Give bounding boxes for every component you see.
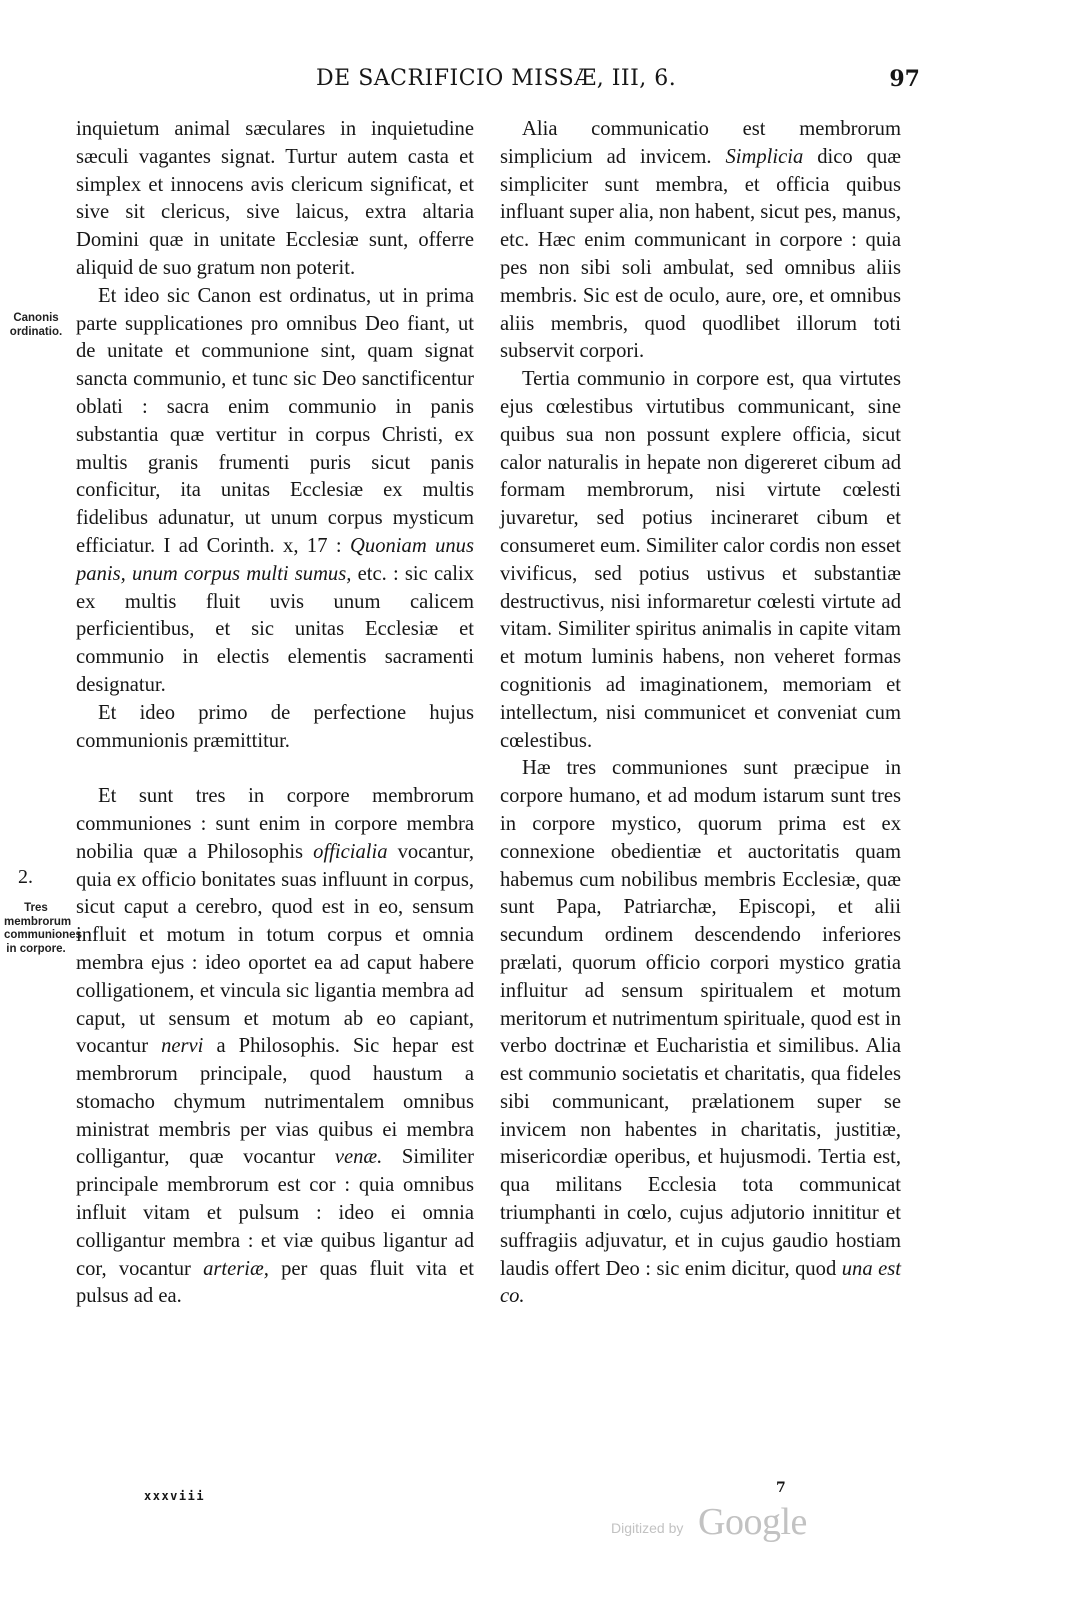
- italic-term: arteriæ,: [203, 1257, 269, 1280]
- watermark-prefix: Digitized by: [611, 1520, 684, 1536]
- text-run: Similiter principale membrorum est cor : quia omnibus influit vitam et pulsum : ideo ei omnia colligantur membra : et viæ quibus ligantur ad cor, vocantur: [76, 1146, 474, 1280]
- digitization-watermark: [611, 1500, 841, 1548]
- paragraph: [500, 116, 901, 366]
- margin-note-tres-communiones: Tres membrorum communiones in corpore.: [4, 902, 82, 955]
- section-number: 2.: [18, 866, 33, 888]
- right-column: [500, 116, 901, 1311]
- italic-quote: Quoniam unus panis, unum corpus multi sumus,: [76, 534, 474, 585]
- gathering-mark: 7: [776, 1480, 786, 1496]
- text-run: per quas fluit vita et pulsus ad ea.: [76, 1257, 474, 1308]
- text-run: Et sunt tres in corpore membrorum communiones : sunt enim in corpore membra nobilia quæ a Philosophis: [76, 785, 474, 863]
- italic-term: officialia: [313, 840, 388, 863]
- page-number: 97: [889, 66, 920, 92]
- printer-signature: xxxviii: [144, 1489, 206, 1503]
- page-header: [0, 66, 1066, 100]
- text-run: dico quæ simpliciter sunt membra, et officia quibus influant super alia, non habent, sicut pes, manus, etc. Hæc enim communicant in corpore : quia pes non sibi soli ambulat, sed omnibus aliis membris. Sic est de oculo, aure, ore, et omnibus aliis membris, quod quodlibet illorum toti subservit corpori.: [500, 145, 901, 363]
- text-run: etc. : sic calix ex multis fluit uvis unum calicem perficientibus, et sic unitas Ecclesiæ et communio in electis elementis sacramenti designatur.: [76, 562, 474, 696]
- italic-term: una est co.: [500, 1257, 901, 1308]
- paragraph-communiones: [76, 783, 474, 1311]
- paragraph: inquietum animal sæculares in inquietudine sæculi vagantes signat. Turtur autem casta et simplex et innocens avis clericum significat, et sive sit clericus, sive laicus, extra altaria Domini quæ in unitate Ecclesiæ sunt, offerre aliquid de suo gratum non poterit.: [76, 118, 474, 279]
- text-run: Hæ tres communiones sunt præcipue in corpore humano, et ad modum istarum sunt tres in corpore mystico, quorum prima est ex connexione obedientiæ et auctoritatis quam habemus cum nobilibus membris Ecclesiæ, quæ sunt Papa, Patriarchæ, Episcopi, et alii secundum ordinem descendendo inferiores prælati, quorum officio corpori mystico gratia influitur ad sensum spiritualem et motum meritorum et nutrimentum spirituale, quod est in verbo doctrinæ et Eucharistia et similibus. Alia est communio societatis et charitatis, qua fideles sibi communicant, prælationem super se invicem non habentes in charitatis, justitiæ, misericordiæ operibus, et hujusmodi. Tertia est, qua militans Ecclesia tota communicat triumphanti in cœlo, cujus adjutorio innititur et suffragiis adjuvatur, et in cujus gaudio hostiam laudis offert Deo : sic enim dicitur, quod: [500, 757, 901, 1280]
- italic-term: Simplicia: [725, 145, 804, 168]
- margin-note-canonis: Canonis ordinatio.: [9, 312, 63, 338]
- paragraph-canon: [76, 283, 474, 700]
- text-run: a Philosophis. Sic hepar est membrorum principale, quod haustum a stomacho chymum nutrimentalem omnibus ministrat membris per vias quibus ei membra colligantur, quæ vocantur: [76, 1035, 474, 1169]
- text-run: Alia communicatio est membrorum simplicium ad invicem.: [500, 118, 901, 168]
- left-column: [76, 116, 474, 1311]
- italic-term: nervi: [161, 1035, 204, 1058]
- italic-term: venæ.: [334, 1146, 383, 1169]
- running-title: DE SACRIFICIO MISSÆ, III, 6.: [316, 66, 677, 91]
- paragraph: Et ideo primo de perfectione hujus communionis præmittitur.: [76, 701, 474, 752]
- paragraph: [500, 755, 901, 1311]
- paragraph: Tertia communio in corpore est, qua virtutes ejus cœlestibus virtutibus communicant, sine quibus sua non possunt explere officia, sicut calor naturalis in hepate non digereret cibum ad formam membrorum, nisi virtute cœlesti juvaretur, sed potius incineraret cibum et consumeret eum. Similiter calor cordis non esset vivificus, sed potius ustivus et substantiæ destructivus, nisi informaretur cœlesti virtute ad vitam. Similiter spiritus animalis in capite vitam et motum luminis habens, non veheret formas cognitionis ad imaginationem, memoriam et intellectum, nisi communicet et conveniat cum cœlestibus.: [500, 368, 901, 752]
- text-run: Et ideo sic Canon est ordinatus, ut in prima parte supplicationes pro omnibus Deo fiant, ut de unitate et communione sint, quam signat sancta communio, et tunc sic Deo sanctificentur oblati : sacra enim communio in panis substantia quæ vertitur in corpus Christi, ex multis granis frumenti puris sicut panis conficitur, ita unitas Ecclesiæ ex multis fidelibus adunatur, ut unum corpus mysticum efficiatur. I ad Corinth. x, 17 :: [76, 284, 474, 557]
- text-run: vocantur, quia ex officio bonitates suas influunt in corpus, sicut caput a cerebro, quod est in eo, sensum influit et motum in totum corpus et omnia membra ejus : ideo oportet ea ad caput habere colligationem, et vincula sic ligantia membra ad caput, ut sensum et motum ab eo capiant, vocantur: [76, 840, 474, 1058]
- google-logo: Google: [698, 1501, 807, 1543]
